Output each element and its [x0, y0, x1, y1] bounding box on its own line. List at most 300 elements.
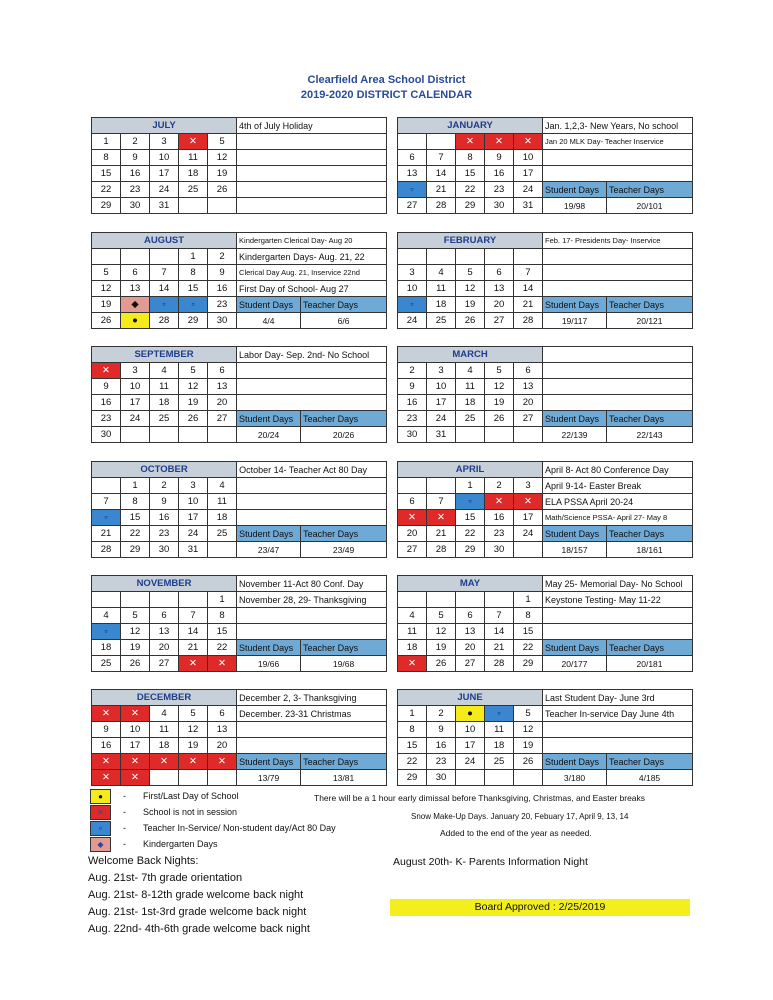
- calendar-note: ELA PSSA April 20-24: [543, 494, 693, 510]
- note-cell: [237, 395, 387, 411]
- day-cell: 11: [150, 722, 179, 738]
- day-cell: 24: [514, 526, 543, 542]
- student-days-count: 18/157: [543, 542, 607, 558]
- early-dismissal-note: There will be a 1 hour early dimissal before Thanksgiving, Christmas, and Easter breaks: [314, 793, 646, 803]
- day-cell: 4: [456, 363, 485, 379]
- day-cell: 3: [121, 363, 150, 379]
- day-cell: 18: [427, 297, 456, 313]
- teacher-days-count: 6/6: [301, 313, 387, 329]
- day-cell: 16: [121, 166, 150, 182]
- day-cell: 12: [179, 379, 208, 395]
- pink-swatch: ◆: [90, 837, 111, 852]
- day-cell: 27: [514, 411, 543, 427]
- note-cell: [543, 608, 693, 624]
- teacher-days-label: Teacher Days: [301, 526, 387, 542]
- day-cell: 20: [485, 297, 514, 313]
- teacher-days-label: Teacher Days: [607, 297, 693, 313]
- day-cell: 16: [485, 166, 514, 182]
- month-may: [397, 575, 693, 672]
- day-cell: 17: [121, 738, 150, 754]
- day-cell: 8: [92, 150, 121, 166]
- day-cell: 3: [398, 265, 427, 281]
- calendar-note: Kindergarten Days- Aug. 21, 22: [237, 249, 387, 265]
- teacher-days-count: 19/68: [301, 656, 387, 672]
- day-cell: 18: [150, 395, 179, 411]
- marked-day-cell: ✕: [179, 656, 208, 672]
- student-days-count: 19/98: [543, 198, 607, 214]
- note-cell: [237, 134, 387, 150]
- day-cell: 20: [514, 395, 543, 411]
- day-cell: 27: [456, 656, 485, 672]
- day-cell: 19: [179, 395, 208, 411]
- day-cell: 15: [514, 624, 543, 640]
- day-cell: 29: [398, 770, 427, 786]
- teacher-days-count: 4/185: [607, 770, 693, 786]
- day-cell: 3: [150, 134, 179, 150]
- empty-cell: [427, 249, 456, 265]
- marked-day-cell: ✕: [514, 494, 543, 510]
- teacher-days-count: 20/26: [301, 427, 387, 443]
- teacher-days-label: Teacher Days: [301, 411, 387, 427]
- empty-cell: [398, 134, 427, 150]
- month-header: NOVEMBER: [92, 576, 237, 592]
- empty-cell: [208, 427, 237, 443]
- day-cell: 5: [179, 706, 208, 722]
- empty-cell: [92, 249, 121, 265]
- day-cell: 7: [179, 608, 208, 624]
- legend-item: ✕ - School is not in session: [90, 804, 336, 820]
- day-cell: 17: [121, 395, 150, 411]
- empty-cell: [150, 770, 179, 786]
- day-cell: 16: [208, 281, 237, 297]
- student-days-label: Student Days: [237, 297, 301, 313]
- teacher-days-label: Teacher Days: [607, 182, 693, 198]
- day-cell: 9: [427, 722, 456, 738]
- district-name: Clearfield Area School District: [307, 74, 466, 86]
- day-cell: 12: [179, 722, 208, 738]
- day-cell: 1: [179, 249, 208, 265]
- day-cell: 24: [514, 182, 543, 198]
- day-cell: 9: [92, 379, 121, 395]
- empty-cell: [514, 249, 543, 265]
- month-header: SEPTEMBER: [92, 347, 237, 363]
- day-cell: 20: [456, 640, 485, 656]
- day-cell: 31: [427, 427, 456, 443]
- board-approved-banner: Board Approved : 2/25/2019: [390, 899, 690, 916]
- month-header: MARCH: [398, 347, 543, 363]
- welcome-title: Welcome Back Nights:: [88, 855, 199, 867]
- empty-cell: [514, 427, 543, 443]
- day-cell: 30: [427, 770, 456, 786]
- day-cell: 5: [456, 265, 485, 281]
- day-cell: 30: [485, 198, 514, 214]
- empty-cell: [398, 249, 427, 265]
- marked-day-cell: ✕: [514, 134, 543, 150]
- teacher-days-label: Teacher Days: [301, 297, 387, 313]
- teacher-days-count: 18/161: [607, 542, 693, 558]
- day-cell: 23: [208, 297, 237, 313]
- day-cell: 7: [514, 265, 543, 281]
- day-cell: 14: [427, 166, 456, 182]
- day-cell: 16: [485, 510, 514, 526]
- empty-cell: [179, 592, 208, 608]
- note-cell: [237, 198, 387, 214]
- day-cell: 30: [398, 427, 427, 443]
- day-cell: 9: [398, 379, 427, 395]
- marked-day-cell: ✕: [121, 706, 150, 722]
- student-days-count: 19/66: [237, 656, 301, 672]
- calendar-note: Labor Day- Sep. 2nd- No School: [237, 347, 387, 363]
- day-cell: 24: [121, 411, 150, 427]
- day-cell: 15: [208, 624, 237, 640]
- teacher-days-count: 20/121: [607, 313, 693, 329]
- day-cell: 4: [398, 608, 427, 624]
- marked-day-cell: ✕: [121, 770, 150, 786]
- day-cell: 25: [179, 182, 208, 198]
- day-cell: 29: [179, 313, 208, 329]
- day-cell: 27: [208, 411, 237, 427]
- empty-cell: [92, 478, 121, 494]
- day-cell: 8: [208, 608, 237, 624]
- day-cell: 12: [514, 722, 543, 738]
- day-cell: 27: [485, 313, 514, 329]
- student-days-count: 13/79: [237, 770, 301, 786]
- day-cell: 1: [456, 478, 485, 494]
- teacher-days-count: 23/49: [301, 542, 387, 558]
- day-cell: 12: [456, 281, 485, 297]
- empty-cell: [92, 592, 121, 608]
- day-cell: 22: [456, 526, 485, 542]
- teacher-days-label: Teacher Days: [607, 754, 693, 770]
- calendar-title: 2019-2020 DISTRICT CALENDAR: [300, 89, 473, 101]
- day-cell: 9: [208, 265, 237, 281]
- month-header: OCTOBER: [92, 462, 237, 478]
- calendar-note: Math/Science PSSA- April 27- May 8: [543, 510, 693, 526]
- day-cell: 2: [427, 706, 456, 722]
- month-header: JULY: [92, 118, 237, 134]
- day-cell: 25: [456, 411, 485, 427]
- month-header: FEBRUARY: [398, 233, 543, 249]
- teacher-days-count: 13/81: [301, 770, 387, 786]
- day-cell: 29: [92, 198, 121, 214]
- day-cell: 6: [398, 150, 427, 166]
- note-cell: [543, 738, 693, 754]
- day-cell: 9: [121, 150, 150, 166]
- student-days-label: Student Days: [237, 754, 301, 770]
- day-cell: 10: [150, 150, 179, 166]
- empty-cell: [150, 249, 179, 265]
- day-cell: 19: [92, 297, 121, 313]
- day-cell: 12: [121, 624, 150, 640]
- month-december: [91, 689, 387, 786]
- day-cell: 15: [92, 166, 121, 182]
- day-cell: 24: [398, 313, 427, 329]
- day-cell: 22: [121, 526, 150, 542]
- student-days-label: Student Days: [543, 411, 607, 427]
- day-cell: 22: [514, 640, 543, 656]
- empty-cell: [485, 427, 514, 443]
- day-cell: 5: [485, 363, 514, 379]
- day-cell: 6: [485, 265, 514, 281]
- legend-item: ● - First/Last Day of School: [90, 788, 336, 804]
- day-cell: 15: [456, 510, 485, 526]
- day-cell: 27: [398, 198, 427, 214]
- day-cell: 25: [150, 411, 179, 427]
- day-cell: 16: [92, 395, 121, 411]
- red-swatch: ✕: [90, 805, 111, 820]
- marked-day-cell: ✕: [398, 510, 427, 526]
- day-cell: 4: [208, 478, 237, 494]
- day-cell: 31: [514, 198, 543, 214]
- calendar-note: October 14- Teacher Act 80 Day: [237, 462, 387, 478]
- month-header: JANUARY: [398, 118, 543, 134]
- calendar-note: Jan 20 MLK Day- Teacher Inservice: [543, 134, 693, 150]
- legend-item: ▫ - Teacher In-Service/ Non-student day/Act 80 Day: [90, 820, 336, 836]
- note-cell: [237, 150, 387, 166]
- student-days-count: 22/139: [543, 427, 607, 443]
- month-september: [91, 346, 387, 443]
- day-cell: 1: [208, 592, 237, 608]
- day-cell: 21: [427, 526, 456, 542]
- day-cell: 17: [150, 166, 179, 182]
- day-cell: 10: [179, 494, 208, 510]
- day-cell: 5: [427, 608, 456, 624]
- empty-cell: [208, 770, 237, 786]
- month-july: [91, 117, 387, 214]
- note-cell: [543, 347, 693, 363]
- day-cell: 27: [398, 542, 427, 558]
- day-cell: 31: [150, 198, 179, 214]
- month-march: [397, 346, 693, 443]
- note-cell: [543, 395, 693, 411]
- day-cell: 14: [485, 624, 514, 640]
- day-cell: 10: [514, 150, 543, 166]
- day-cell: 16: [150, 510, 179, 526]
- day-cell: 25: [208, 526, 237, 542]
- teacher-days-label: Teacher Days: [607, 640, 693, 656]
- marked-day-cell: ●: [456, 706, 485, 722]
- teacher-days-label: Teacher Days: [301, 754, 387, 770]
- day-cell: 28: [514, 313, 543, 329]
- day-cell: 24: [456, 754, 485, 770]
- student-days-count: 19/117: [543, 313, 607, 329]
- day-cell: 29: [121, 542, 150, 558]
- empty-cell: [398, 478, 427, 494]
- marked-day-cell: ✕: [150, 754, 179, 770]
- empty-cell: [485, 592, 514, 608]
- day-cell: 23: [121, 182, 150, 198]
- day-cell: 31: [179, 542, 208, 558]
- day-cell: 30: [485, 542, 514, 558]
- empty-cell: [150, 427, 179, 443]
- month-june: [397, 689, 693, 786]
- day-cell: 19: [456, 297, 485, 313]
- month-header: DECEMBER: [92, 690, 237, 706]
- marked-day-cell: ◆: [121, 297, 150, 313]
- teacher-days-count: 22/143: [607, 427, 693, 443]
- day-cell: 17: [514, 166, 543, 182]
- empty-cell: [121, 427, 150, 443]
- month-header: APRIL: [398, 462, 543, 478]
- day-cell: 10: [398, 281, 427, 297]
- student-days-count: 23/47: [237, 542, 301, 558]
- day-cell: 18: [208, 510, 237, 526]
- list-item: Aug. 21st- 7th grade orientation: [88, 872, 243, 884]
- day-cell: 21: [485, 640, 514, 656]
- day-cell: 4: [92, 608, 121, 624]
- student-days-label: Student Days: [237, 526, 301, 542]
- calendar-note: November 11-Act 80 Conf. Day: [237, 576, 387, 592]
- day-cell: 29: [514, 656, 543, 672]
- day-cell: 1: [514, 592, 543, 608]
- day-cell: 19: [208, 166, 237, 182]
- calendar-note: Kindergarten Clerical Day- Aug 20: [237, 233, 387, 249]
- day-cell: 22: [456, 182, 485, 198]
- day-cell: 22: [398, 754, 427, 770]
- welcome-back-list: [88, 853, 310, 938]
- day-cell: 7: [92, 494, 121, 510]
- calendar-note: Keystone Testing- May 11-22: [543, 592, 693, 608]
- day-cell: 25: [92, 656, 121, 672]
- note-cell: [543, 249, 693, 265]
- day-cell: 18: [485, 738, 514, 754]
- day-cell: 7: [485, 608, 514, 624]
- day-cell: 20: [398, 526, 427, 542]
- legend: [90, 788, 336, 852]
- day-cell: 23: [398, 411, 427, 427]
- marked-day-cell: ✕: [179, 134, 208, 150]
- day-cell: 19: [514, 738, 543, 754]
- empty-cell: [456, 770, 485, 786]
- day-cell: 6: [514, 363, 543, 379]
- month-october: [91, 461, 387, 558]
- day-cell: 26: [427, 656, 456, 672]
- day-cell: 22: [92, 182, 121, 198]
- empty-cell: [456, 592, 485, 608]
- marked-day-cell: ▫: [398, 297, 427, 313]
- day-cell: 17: [427, 395, 456, 411]
- empty-cell: [427, 134, 456, 150]
- day-cell: 20: [150, 640, 179, 656]
- note-cell: [543, 722, 693, 738]
- day-cell: 19: [121, 640, 150, 656]
- day-cell: 12: [427, 624, 456, 640]
- empty-cell: [179, 427, 208, 443]
- day-cell: 10: [427, 379, 456, 395]
- yellow-swatch: ●: [90, 789, 111, 804]
- day-cell: 30: [92, 427, 121, 443]
- day-cell: 12: [485, 379, 514, 395]
- empty-cell: [208, 542, 237, 558]
- day-cell: 21: [427, 182, 456, 198]
- day-cell: 1: [121, 478, 150, 494]
- day-cell: 26: [514, 754, 543, 770]
- student-days-count: 20/24: [237, 427, 301, 443]
- day-cell: 17: [514, 510, 543, 526]
- day-cell: 5: [92, 265, 121, 281]
- month-header: MAY: [398, 576, 543, 592]
- empty-cell: [398, 592, 427, 608]
- month-header: AUGUST: [92, 233, 237, 249]
- empty-cell: [179, 198, 208, 214]
- note-cell: [237, 478, 387, 494]
- day-cell: 15: [179, 281, 208, 297]
- day-cell: 8: [398, 722, 427, 738]
- calendar-note: Last Student Day- June 3rd: [543, 690, 693, 706]
- note-cell: [237, 624, 387, 640]
- day-cell: 11: [179, 150, 208, 166]
- day-cell: 2: [398, 363, 427, 379]
- student-days-label: Student Days: [543, 526, 607, 542]
- marked-day-cell: ✕: [179, 754, 208, 770]
- day-cell: 28: [427, 198, 456, 214]
- student-days-count: 4/4: [237, 313, 301, 329]
- teacher-days-count: 20/101: [607, 198, 693, 214]
- day-cell: 18: [398, 640, 427, 656]
- day-cell: 7: [150, 265, 179, 281]
- empty-cell: [456, 249, 485, 265]
- day-cell: 23: [150, 526, 179, 542]
- student-days-count: 3/180: [543, 770, 607, 786]
- day-cell: 23: [92, 411, 121, 427]
- day-cell: 28: [92, 542, 121, 558]
- day-cell: 12: [92, 281, 121, 297]
- marked-day-cell: ▫: [150, 297, 179, 313]
- day-cell: 19: [485, 395, 514, 411]
- note-cell: [543, 265, 693, 281]
- day-cell: 26: [121, 656, 150, 672]
- day-cell: 4: [150, 363, 179, 379]
- day-cell: 6: [150, 608, 179, 624]
- note-cell: [237, 510, 387, 526]
- day-cell: 30: [150, 542, 179, 558]
- day-cell: 26: [485, 411, 514, 427]
- day-cell: 13: [150, 624, 179, 640]
- calendar-note: December 2, 3- Thanksgiving: [237, 690, 387, 706]
- day-cell: 22: [208, 640, 237, 656]
- day-cell: 28: [427, 542, 456, 558]
- month-april: [397, 461, 693, 558]
- day-cell: 11: [485, 722, 514, 738]
- empty-cell: [121, 249, 150, 265]
- day-cell: 28: [150, 313, 179, 329]
- teacher-days-count: 20/181: [607, 656, 693, 672]
- day-cell: 14: [179, 624, 208, 640]
- day-cell: 10: [456, 722, 485, 738]
- day-cell: 3: [514, 478, 543, 494]
- empty-cell: [485, 770, 514, 786]
- day-cell: 16: [427, 738, 456, 754]
- empty-cell: [514, 770, 543, 786]
- teacher-days-label: Teacher Days: [607, 526, 693, 542]
- day-cell: 7: [427, 150, 456, 166]
- day-cell: 13: [121, 281, 150, 297]
- calendar-note: November 28, 29- Thanksgiving: [237, 592, 387, 608]
- marked-day-cell: ✕: [92, 706, 121, 722]
- month-header: JUNE: [398, 690, 543, 706]
- day-cell: 9: [150, 494, 179, 510]
- day-cell: 29: [456, 198, 485, 214]
- day-cell: 23: [485, 182, 514, 198]
- note-cell: [237, 608, 387, 624]
- parents-night-note: August 20th- K- Parents Information Night: [393, 856, 588, 868]
- day-cell: 6: [208, 363, 237, 379]
- day-cell: 14: [150, 281, 179, 297]
- day-cell: 18: [456, 395, 485, 411]
- month-february: [397, 232, 693, 329]
- day-cell: 2: [485, 478, 514, 494]
- day-cell: 9: [92, 722, 121, 738]
